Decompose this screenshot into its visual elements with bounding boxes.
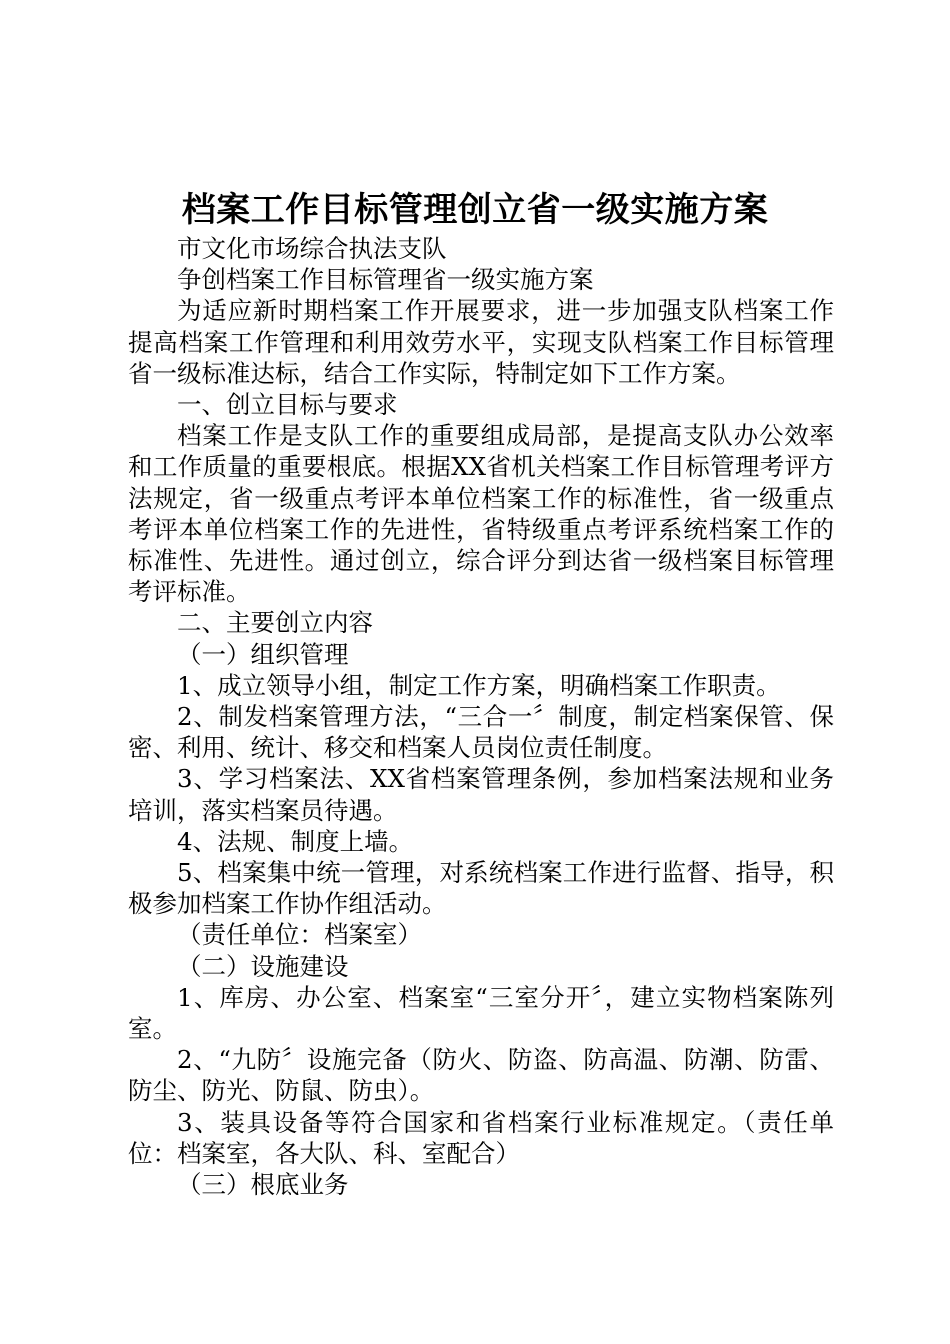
list-item: 1、库房、办公室、档案室“三室分开〞，建立实物档案陈列室。 xyxy=(128,982,834,1044)
list-item: 3、装具设备等符合国家和省档案行业标准规定。（责任单位：档案室，各大队、科、室配合） xyxy=(128,1107,834,1168)
document-body xyxy=(128,233,834,1200)
paragraph-goals: 档案工作是支队工作的重要组成局部，是提高支队办公效率和工作质量的重要根底。根据XX省机关档案工作目标管理考评方法规定，省一级重点考评本单位档案工作的标准性，省一级重点考评本单位档案工作的先进性，省特级重点考评系统档案工作的标准性、先进性。通过创立，综合评分到达省一级档案目标管理考评标准。 xyxy=(128,421,834,607)
list-item: 5、档案集中统一管理，对系统档案工作进行监督、指导，积极参加档案工作协作组活动。 xyxy=(128,858,834,919)
list-item: 4、法规、制度上墙。 xyxy=(177,826,414,856)
document-title: 档案工作目标管理创立省一级实施方案 xyxy=(181,190,769,230)
section-heading-content: 二、主要创立内容 xyxy=(177,608,373,638)
list-item: 3、学习档案法、XX省档案管理条例，参加档案法规和业务培训，落实档案员待遇。 xyxy=(128,764,834,825)
section-heading-goals: 一、创立目标与要求 xyxy=(177,390,398,420)
subsection-heading-basic-business: （三）根底业务 xyxy=(177,1170,349,1200)
paragraph-org-name: 市文化市场综合执法支队 xyxy=(177,234,447,263)
paragraph-intro: 为适应新时期档案工作开展要求，进一步加强支队档案工作提高档案工作管理和利用效劳水平，实现支队档案工作目标管理省一级标准达标，结合工作实际，特制定如下工作方案。 xyxy=(128,296,834,388)
list-item: 2、制发档案管理方法，“三合一〞制度，制定档案保管、保密、利用、统计、移交和档案人员岗位责任制度。 xyxy=(128,702,834,763)
responsible-unit-note: （责任单位：档案室） xyxy=(177,920,422,950)
subsection-heading-facilities: （二）设施建设 xyxy=(177,951,349,981)
subsection-heading-org-management: （一）组织管理 xyxy=(177,639,349,669)
paragraph-subtitle: 争创档案工作目标管理省一级实施方案 xyxy=(177,265,594,295)
list-item: 1、成立领导小组，制定工作方案，明确档案工作职责。 xyxy=(177,670,781,700)
list-item: 2、“九防〞设施完备（防火、防盗、防高温、防潮、防雷、防尘、防光、防鼠、防虫）。 xyxy=(128,1045,834,1106)
